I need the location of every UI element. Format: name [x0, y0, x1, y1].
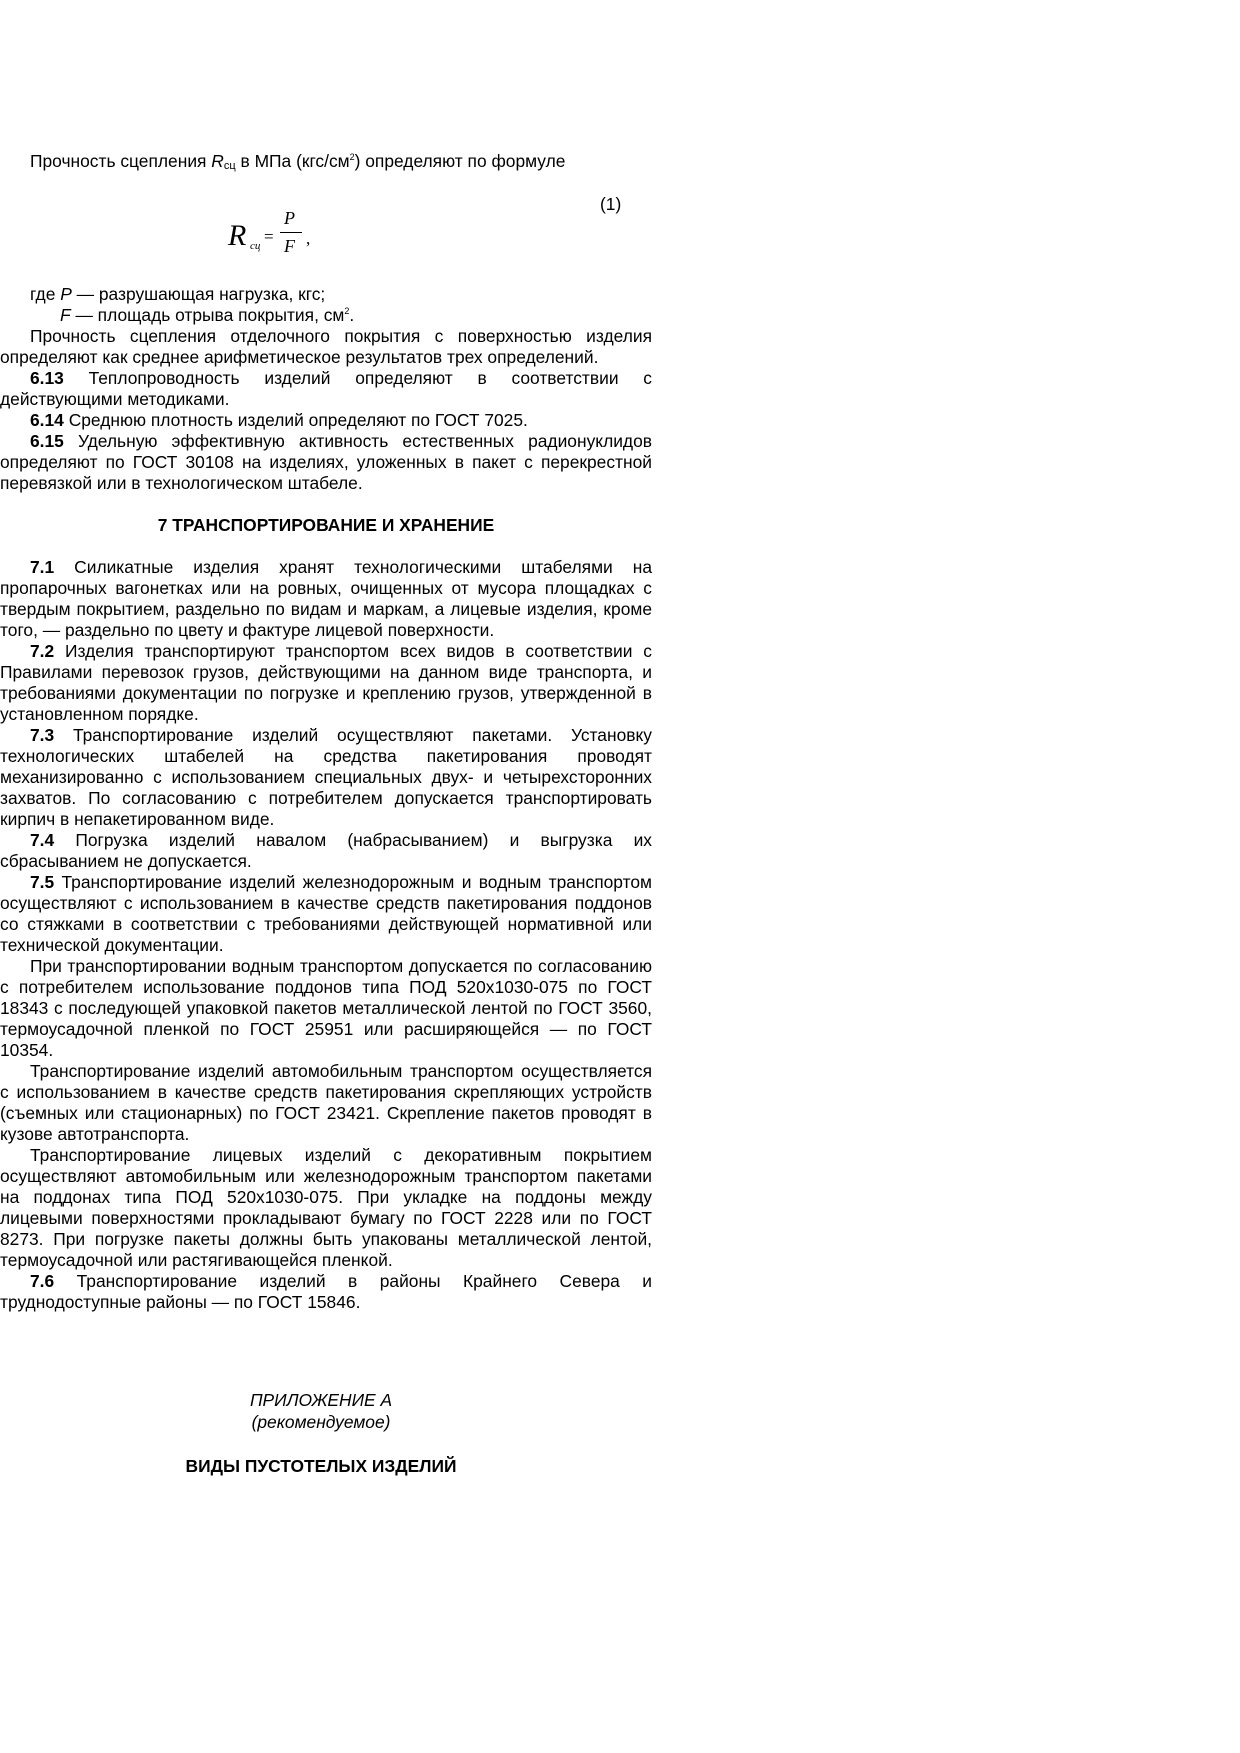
where-text-f: — площадь отрыва покрытия, см [70, 305, 345, 325]
where-var-f: F [60, 305, 71, 325]
section-6-body [0, 326, 652, 494]
where-superscript: 2 [344, 306, 350, 316]
paragraph-7-1 [0, 557, 652, 641]
paragraph-7-6 [0, 1271, 652, 1313]
appendix-status: (рекомендуемое) [251, 1412, 391, 1432]
paragraph-7-4 [0, 830, 652, 872]
intro-variable-r: R [211, 151, 224, 171]
where-var-p: P [60, 284, 72, 304]
equation-number: (1) [600, 194, 622, 214]
paragraph-number: 7.5 [30, 872, 55, 892]
section-7-body [0, 557, 652, 1313]
paragraph-text: Погрузка изделий навалом (набрасыванием) и выгрузка их сбрасыванием не допускается. [0, 830, 652, 871]
paragraph-text: Транспортирование лицевых изделий с декоративным покрытием осуществляют автомобильным или железнодорожным транспортом пакетами на поддонах типа ПОД 520x1030-075. При укладке на поддоны между лицевыми поверхностями прокладывают бумагу по ГОСТ 2228 или по ГОСТ 8273. При погрузке пакеты должны быть упакованы металлической лентой, термоусадочной или растягивающейся пленкой. [0, 1145, 652, 1270]
section-7-heading: 7 ТРАНСПОРТИРОВАНИЕ И ХРАНЕНИЕ [157, 515, 495, 535]
where-text-p: — разрушающая нагрузка, кгс; [71, 284, 326, 304]
paragraph-road-transport [0, 1061, 652, 1145]
paragraph-number: 6.15 [30, 431, 64, 451]
intro-subscript: сц [223, 160, 236, 172]
intro-superscript: 2 [349, 152, 355, 162]
fraction-bar [280, 232, 302, 233]
paragraph-number: 7.1 [30, 557, 55, 577]
appendix-title-wrap [0, 1456, 642, 1477]
paragraph-text: Удельную эффективную активность естественных радионуклидов определяют по ГОСТ 30108 на изделиях, уложенных в пакет с перекрестной перевязкой или в технологическом штабеле. [0, 431, 652, 493]
where-line-p [30, 284, 325, 305]
formula-equals: = [264, 227, 274, 246]
paragraph-text: Транспортирование изделий железнодорожным и водным транспортом осуществляют с использованием в качестве средств пакетирования поддонов со стяжками в соответствии с требованиями действующей нормативной или технической документации. [0, 872, 652, 955]
formula-numerator: P [284, 208, 295, 228]
paragraph-number: 7.4 [30, 830, 55, 850]
appendix-label: ПРИЛОЖЕНИЕ А [249, 1390, 393, 1410]
paragraph-text: При транспортировании водным транспортом допускается по согласованию с потребителем использование поддонов типа ПОД 520x1030-075 по ГОСТ 18343 с последующей упаковкой пакетов металлической лентой по ГОСТ 3560, термоусадочной пленкой по ГОСТ 25951 или расширяющейся — по ГОСТ 10354. [0, 956, 652, 1060]
appendix-title: ВИДЫ ПУСТОТЕЛЫХ ИЗДЕЛИЙ [185, 1456, 457, 1476]
paragraph-7-2 [0, 641, 652, 725]
paragraph-facing-products [0, 1145, 652, 1271]
formula-subscript: сц [250, 240, 261, 252]
paragraph-text: Изделия транспортируют транспортом всех видов в соответствии с Правилами перевозок грузов, действующими на данном виде транспорта, и требованиями документации по погрузке и креплению грузов, утвержденной в установленном порядке. [0, 641, 652, 724]
paragraph-text: Прочность сцепления отделочного покрытия с поверхностью изделия определяют как среднее арифметическое результатов трех определений. [0, 326, 652, 367]
paragraph-text: Среднюю плотность изделий определяют по ГОСТ 7025. [63, 410, 528, 430]
paragraph-number: 7.2 [30, 641, 55, 661]
paragraph-adhesion [0, 326, 652, 368]
where-line-f [60, 305, 354, 326]
intro-text: Прочность сцепления [30, 151, 212, 171]
formula-denominator: F [284, 236, 295, 256]
where-prefix: где [30, 284, 61, 304]
section-7-heading-wrap [0, 515, 652, 536]
intro-tail: ) определяют по формуле [354, 151, 566, 171]
formula-comma: , [306, 229, 311, 248]
paragraph-text: Силикатные изделия хранят технологическими штабелями на пропарочных вагонетках или на ровных, очищенных от мусора площадках с твердым покрытием, раздельно по видам и маркам, а лицевые изделия, кроме того, — раздельно по цвету и фактуре лицевой поверхности. [0, 557, 652, 640]
paragraph-number: 7.6 [30, 1271, 55, 1291]
formula-intro [30, 151, 565, 177]
paragraph-6-14 [0, 410, 652, 431]
where-end: . [349, 305, 355, 325]
paragraph-text: Транспортирование изделий в районы Крайнего Севера и труднодоступные районы — по ГОСТ 15846. [0, 1271, 652, 1312]
paragraph-6-13 [0, 368, 652, 410]
paragraph-7-3 [0, 725, 652, 830]
intro-units: в МПа (кгс/см [235, 151, 350, 171]
paragraph-number: 6.14 [30, 410, 64, 430]
formula-r: R [228, 219, 247, 252]
paragraph-6-15 [0, 431, 652, 494]
paragraph-water-transport [0, 956, 652, 1061]
paragraph-number: 6.13 [30, 368, 64, 388]
paragraph-7-5 [0, 872, 652, 956]
paragraph-text: Транспортирование изделий осуществляют пакетами. Установку технологических штабелей на средства пакетирования проводят механизированно с использованием специальных двух- и четырехсторонних захватов. По согласованию с потребителем допускается транспортировать кирпич в непакетированном виде. [0, 725, 652, 829]
paragraph-text: Теплопроводность изделий определяют в соответствии с действующими методиками. [0, 368, 652, 409]
paragraph-text: Транспортирование изделий автомобильным транспортом осуществляется с использованием в качестве средств пакетирования скрепляющих устройств (съемных или стационарных) по ГОСТ 23421. Скрепление пакетов проводят в кузове автотранспорта. [0, 1061, 652, 1144]
paragraph-number: 7.3 [30, 725, 55, 745]
